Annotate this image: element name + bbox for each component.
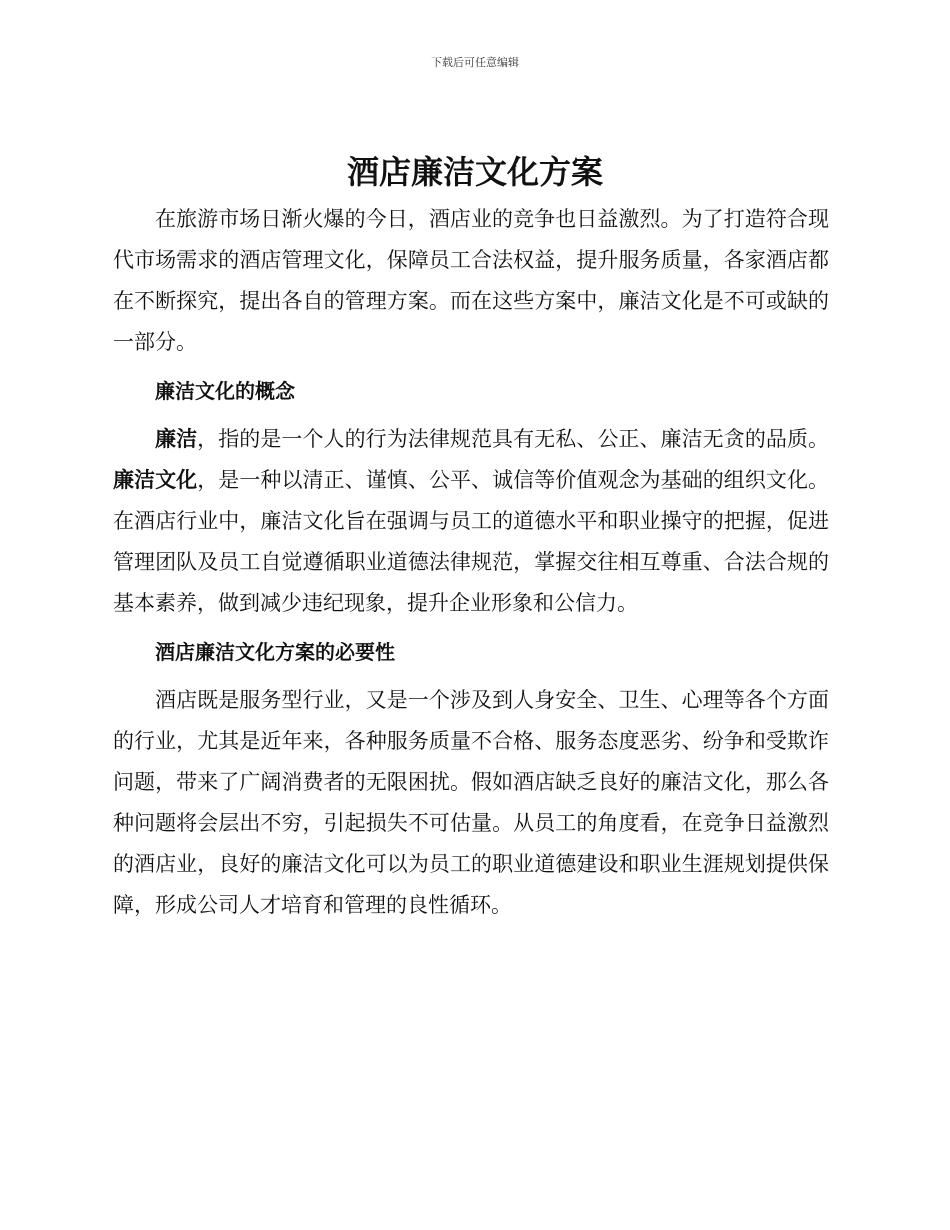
concept-paragraph [113, 419, 829, 624]
term-lianjie: 廉洁 [155, 427, 198, 451]
intro-paragraph: 在旅游市场日渐火爆的今日，酒店业的竞争也日益激烈。为了打造符合现代市场需求的酒店管理文化，保障员工合法权益，提升服务质量，各家酒店都在不断探究，提出各自的管理方案。而在这些方案中，廉洁文化是不可或缺的一部分。 [113, 207, 829, 354]
concept-text-1: ，指的是一个人的行为法律规范具有无私、公正、廉洁无贪的品质。 [197, 427, 830, 451]
page-header-note: 下载后可任意编辑 [431, 56, 519, 69]
document-title: 酒店廉洁文化方案 [346, 153, 603, 191]
section-heading-concept: 廉洁文化的概念 [155, 379, 295, 403]
necessity-paragraph: 酒店既是服务型行业，又是一个涉及到人身安全、卫生、心理等各个方面的行业，尤其是近年来，各种服务质量不合格、服务态度恶劣、纷争和受欺诈问题，带来了广阔消费者的无限困扰。假如酒店缺乏良好的廉洁文化，那么各种问题将会层出不穷，引起损失不可估量。从员工的角度看，在竞争日益激烈的酒店业，良好的廉洁文化可以为员工的职业道德建设和职业生涯规划提供保障，形成公司人才培育和管理的良性循环。 [113, 688, 829, 917]
document-body [113, 199, 829, 926]
term-lianjie-wenhua: 廉洁文化 [113, 468, 198, 492]
concept-text-2: ，是一种以清正、谨慎、公平、诚信等价值观念为基础的组织文化。在酒店行业中，廉洁文化旨在强调与员工的道德水平和职业操守的把握，促进管理团队及员工自觉遵循职业道德法律规范，掌握交往相互尊重、合法合规的基本素养，做到减少违纪现象，提升企业形象和公信力。 [113, 468, 830, 615]
section-heading-necessity: 酒店廉洁文化方案的必要性 [155, 640, 395, 664]
